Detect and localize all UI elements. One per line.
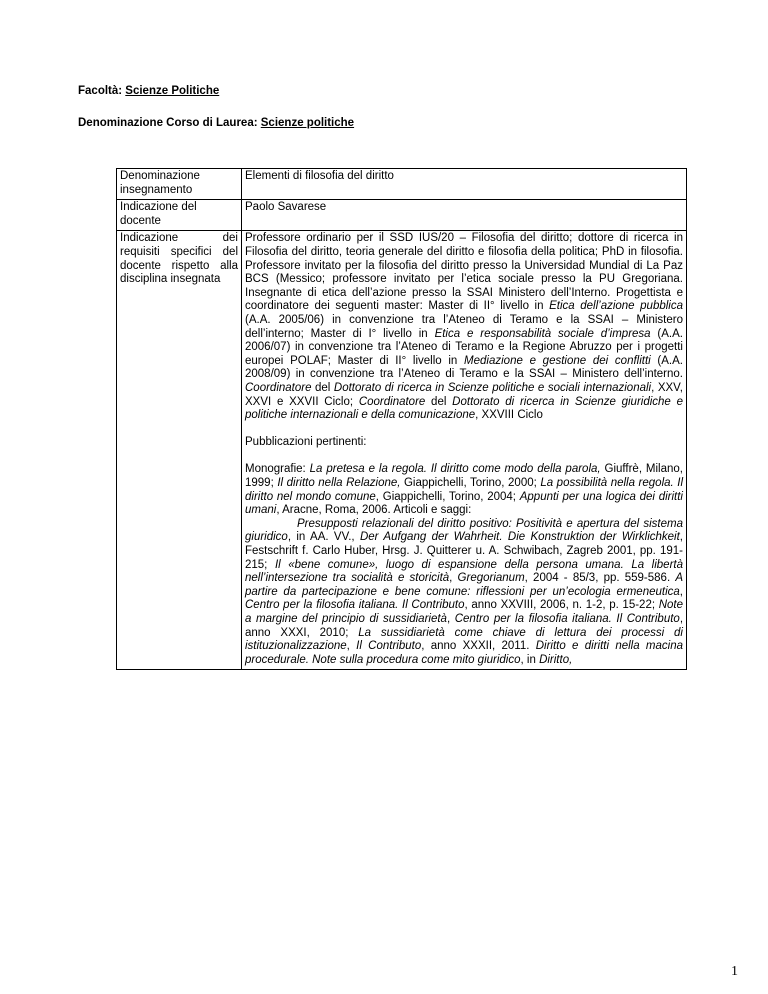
row-label-requisiti: Indicazione dei requisiti specifici del docente rispetto alla disciplina insegnata xyxy=(117,231,242,670)
faculty-heading xyxy=(78,84,219,98)
articoli-text-segment: , in xyxy=(520,653,540,666)
articoli-text-segment: A partire da partecipazione e bene comune: riflessioni per un’ecologia ermeneutica xyxy=(245,572,683,598)
articoli-text-segment: , xyxy=(449,572,458,585)
articoli-text-segment: , in AA. VV., xyxy=(287,531,360,544)
cv-text-segment: Etica dell’azione pubblica xyxy=(549,300,683,313)
articoli-text-segment: Il «bene comune», luogo di espansione della persona umana. La libertà nell’intersezione tra socialità e storicità xyxy=(245,558,683,585)
row-value-docente: Paolo Savarese xyxy=(242,200,687,231)
course-value: Scienze politiche xyxy=(260,117,355,129)
cv-text-segment: Etica e responsabilità sociale d’impresa xyxy=(434,327,651,340)
monografie-text-segment: , Giappichelli, Torino, 2004; xyxy=(375,490,520,503)
table-row xyxy=(117,231,687,670)
monografie-text-segment: Giuffrè, Milano, 1999; xyxy=(245,463,683,490)
monografie-text-segment: Appunti per una logica dei diritti umani xyxy=(245,490,683,517)
articoli-text-segment: La sussidiarietà come chiave di lettura dei processi di istituzionalizzazione xyxy=(245,626,683,653)
articoli-text-segment: , anno XXXI, 2010; xyxy=(245,613,684,639)
cv-text-segment: , XXV, XXVI e XXVII Ciclo; xyxy=(245,381,683,408)
monografie-text-segment: Monografie: xyxy=(245,463,310,476)
articoli-text-segment: Note a margine del principio di sussidiarietà xyxy=(245,599,684,625)
monografie-text-segment: La possibilità nella regola. Il diritto nel mondo comune xyxy=(245,477,683,503)
faculty-label: Facoltà: xyxy=(78,85,123,97)
articoli-text-segment: Il Contributo xyxy=(356,640,422,653)
articoli-text-segment: , xyxy=(346,640,357,653)
articoli-text-segment: , xyxy=(446,613,455,625)
monografie-text-segment: , Aracne, Roma, 2006. Articoli e saggi: xyxy=(276,504,472,517)
publications-heading: Pubblicazioni pertinenti: xyxy=(245,436,367,449)
cv-text-segment: Coordinatore xyxy=(245,381,312,394)
cv-text-segment: Dottorato di ricerca in Scienze giuridiche e politiche internazionali e della comunicazione xyxy=(245,395,683,422)
faculty-value: Scienze Politiche xyxy=(125,85,220,97)
monografie-paragraph xyxy=(245,463,683,517)
cv-text-segment: Professore ordinario per il SSD IUS/20 – Filosofia del diritto; dottore di ricerca in Filosofia del diritto, teoria generale del diritto e filosofia della politica; PhD in filosofia. Professore invitato per la filosofia del diritto presso la Universidad Mundial di La Paz BCS (Messico; professore invitato per l’etica sociale presso la PU Gregoriana. Insegnante di etica dell’azione presso la SSAI Ministero dell’Interno. Progettista e coordinatore dei seguenti master: Master di II° livello in xyxy=(245,232,683,313)
page-number: 1 xyxy=(731,964,738,979)
articoli-text-segment: , Festschrift f. Carlo Huber, Hrsg. J. Quitterer u. A. Schwibach, Zagreb 2001, pp. 191-215; xyxy=(245,531,683,571)
cv-text-segment: del xyxy=(425,395,453,408)
articoli-text-segment: Diritto e diritti nella macina procedurale. Note sulla procedura come mito giuridico xyxy=(245,640,683,666)
course-label: Denominazione Corso di Laurea: xyxy=(78,117,258,129)
articoli-text-segment: Diritto, xyxy=(539,653,573,666)
cv-text-segment: Dottorato di ricerca in Scienze politiche e sociali internazionali xyxy=(333,381,652,394)
row-value-insegnamento: Elementi di filosofia del diritto xyxy=(242,169,687,200)
cv-text-segment: (A.A. 2006/07) in convenzione tra l’Ateneo di Teramo e la Regione Abruzzo per i progetti europei POLAF; Master di II° livello in xyxy=(245,327,683,367)
course-info-table xyxy=(116,168,687,670)
cv-text-segment: Mediazione e gestione dei conflitti xyxy=(464,354,651,367)
articoli-text-segment: , anno XXVIII, 2006, n. 1-2, p. 15-22; xyxy=(464,599,659,612)
row-label-insegnamento: Denominazione insegnamento xyxy=(117,169,242,200)
cv-text-segment: Coordinatore xyxy=(358,395,426,408)
articoli-text-segment: Gregorianum xyxy=(457,572,525,585)
row-value-requisiti xyxy=(242,231,687,670)
docente-cv-paragraph xyxy=(245,232,683,422)
course-heading xyxy=(78,116,354,130)
articoli-paragraph xyxy=(245,518,683,668)
articoli-text-segment: Centro per la filosofia italiana. Il Contributo xyxy=(454,613,680,625)
monografie-text-segment: Giappichelli, Torino, 2000; xyxy=(400,477,541,490)
cv-text-segment: , XXVIII Ciclo xyxy=(475,409,543,422)
articoli-text-segment: , anno XXXII, 2011. xyxy=(421,640,536,653)
articoli-text-segment: , 2004 - 85/3, pp. 559-586. xyxy=(524,572,676,585)
articoli-text-segment: Centro per la filosofia italiana. Il Contributo xyxy=(245,599,465,612)
monografie-text-segment: Il diritto nella Relazione, xyxy=(277,477,401,490)
monografie-text-segment: La pretesa e la regola. Il diritto come modo della parola, xyxy=(309,463,601,476)
table-row xyxy=(117,169,687,200)
articoli-text-segment: , xyxy=(679,585,683,598)
articoli-text-segment: Der Aufgang der Wahrheit. Die Konstruktion der Wirklichkeit xyxy=(359,531,680,544)
row-label-docente: Indicazione del docente xyxy=(117,200,242,231)
articoli-text-segment: Presupposti relazionali del diritto positivo: Positività e apertura del sistema giuridico xyxy=(245,517,683,544)
cv-text-segment: (A.A. 2008/09) in convenzione tra l’Ateneo di Teramo e la SSAI – Ministero dell’interno. xyxy=(245,354,683,381)
cv-text-segment: (A.A. 2005/06) in convenzione tra l’Ateneo di Teramo e la SSAI – Ministero dell’interno; Master di I° livello in xyxy=(245,313,683,340)
cv-text-segment: del xyxy=(311,381,334,394)
table-row xyxy=(117,200,687,231)
